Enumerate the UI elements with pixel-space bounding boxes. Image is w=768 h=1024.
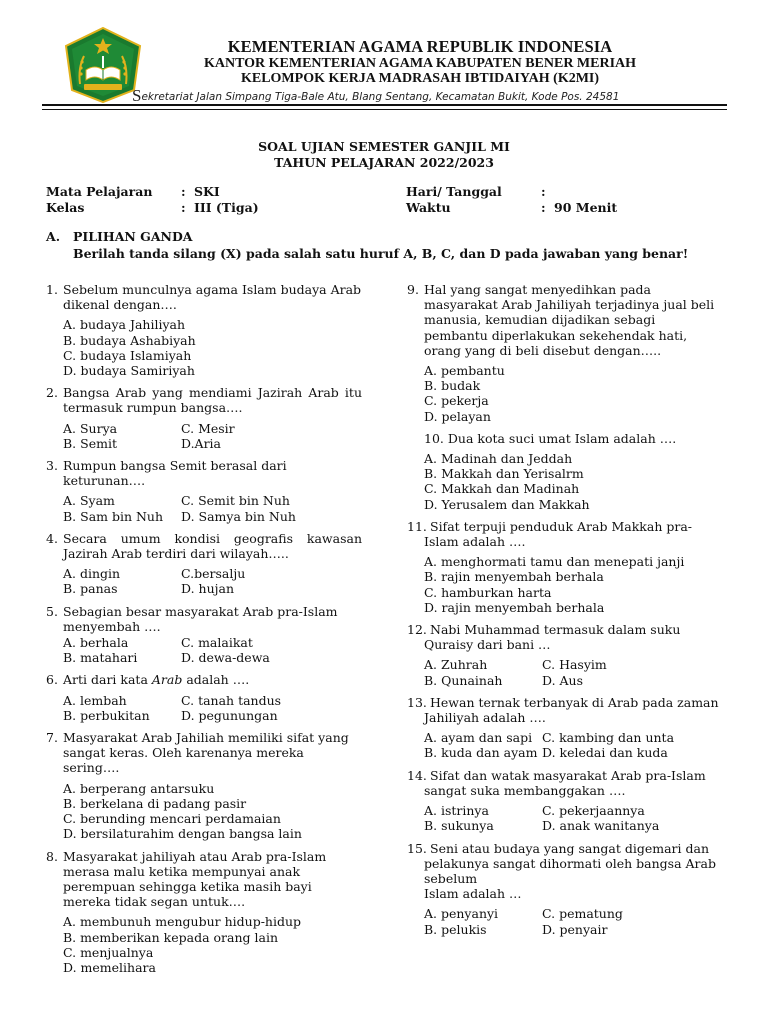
- question-8: [46, 849, 362, 976]
- option-c[interactable]: C. budaya Islamiyah: [63, 347, 192, 363]
- letterhead: [140, 38, 700, 86]
- option-a[interactable]: A. lembah: [63, 692, 127, 708]
- option-c[interactable]: C.bersalju: [181, 566, 246, 582]
- question-number: 10.: [424, 430, 444, 446]
- question-text-continued: Islam adalah …: [424, 886, 522, 902]
- ministry-name: KEMENTERIAN AGAMA REPUBLIK INDONESIA: [227, 37, 613, 56]
- option-c[interactable]: C. Makkah dan Madinah: [424, 481, 580, 497]
- question-column-left: [46, 282, 362, 982]
- option-a[interactable]: A. menghormati tamu dan menepati janji: [424, 554, 685, 570]
- time-colon: :: [541, 200, 546, 215]
- option-a[interactable]: A. dingin: [63, 566, 121, 582]
- question-15: [407, 841, 723, 937]
- option-c[interactable]: C. malaikat: [181, 635, 253, 651]
- working-group-name: KELOMPOK KERJA MADRASAH IBTIDAIYAH (K2MI): [240, 71, 600, 86]
- question-number: 5.: [46, 603, 58, 619]
- option-c[interactable]: C. Mesir: [181, 420, 235, 436]
- question-3: [46, 458, 362, 524]
- question-number: 7.: [46, 730, 58, 746]
- option-a[interactable]: A. Syam: [63, 493, 115, 509]
- question-6: [46, 672, 362, 723]
- question-number: 9.: [407, 282, 419, 297]
- question-12: [407, 622, 723, 688]
- question-number: 15.: [407, 840, 427, 856]
- option-d[interactable]: D. memelihara: [63, 959, 156, 975]
- question-7: [46, 730, 362, 841]
- option-d[interactable]: D. rajin menyembah berhala: [424, 599, 605, 615]
- option-c[interactable]: C. berunding mencari perdamaian: [63, 811, 281, 827]
- question-text: Sebelum munculnya agama Islam budaya Arab dikenal dengan….: [63, 282, 362, 313]
- date-label: Hari/ Tanggal: [406, 184, 502, 199]
- option-d[interactable]: D. budaya Samiriyah: [63, 363, 195, 379]
- option-b[interactable]: B. rajin menyembah berhala: [424, 569, 604, 585]
- question-11: [407, 519, 723, 615]
- academic-year: TAHUN PELAJARAN 2022/2023: [274, 155, 494, 170]
- option-c[interactable]: C. menjualnya: [63, 944, 154, 960]
- option-b[interactable]: B. kuda dan ayam: [424, 745, 538, 761]
- option-b[interactable]: B. budak: [424, 378, 481, 394]
- subject-value: SKI: [194, 184, 220, 199]
- option-a[interactable]: A. istrinya: [424, 803, 489, 819]
- question-text: Nabi Muhammad termasuk dalam suku Quraisy dari bani …: [424, 622, 681, 653]
- question-5: [46, 604, 362, 666]
- question-text: Hewan ternak terbanyak di Arab pada zaman Jahiliyah adalah ….: [424, 694, 719, 726]
- option-a[interactable]: A. Madinah dan Jeddah: [424, 451, 573, 467]
- office-name: KANTOR KEMENTERIAN AGAMA KABUPATEN BENER MERIAH: [203, 56, 637, 71]
- question-4: [46, 531, 362, 597]
- section-letter: A.: [46, 229, 61, 244]
- address-initial: S: [132, 86, 142, 105]
- option-a[interactable]: A. pembantu: [424, 363, 505, 379]
- option-a[interactable]: A. membunuh mengubur hidup-hidup: [63, 914, 302, 930]
- option-d[interactable]: D. keledai dan kuda: [542, 745, 668, 761]
- option-c[interactable]: C. pematung: [542, 906, 623, 922]
- question-13: [407, 695, 723, 761]
- option-b[interactable]: B. berkelana di padang pasir: [63, 795, 247, 811]
- question-number: 14.: [407, 767, 427, 783]
- option-a[interactable]: A. Surya: [63, 420, 118, 436]
- exam-title: SOAL UJIAN SEMESTER GANJIL MI: [258, 139, 510, 154]
- option-d[interactable]: D. anak wanitanya: [542, 818, 660, 834]
- option-d[interactable]: D. Yerusalem dan Makkah: [424, 496, 590, 512]
- question-number: 4.: [46, 530, 58, 546]
- option-b[interactable]: B. Makkah dan Yerisalrm: [424, 466, 584, 482]
- question-text-italic: Arab: [151, 672, 183, 688]
- option-b[interactable]: B. sukunya: [424, 818, 494, 834]
- option-b[interactable]: B. memberikan kepada orang lain: [63, 929, 278, 945]
- option-a[interactable]: A. berperang antarsuku: [63, 780, 215, 796]
- option-b[interactable]: B. budaya Ashabiyah: [63, 332, 196, 348]
- question-number: 3.: [46, 458, 58, 474]
- class-value: III (Tiga): [194, 200, 259, 215]
- option-b[interactable]: B. pelukis: [424, 921, 487, 937]
- option-a[interactable]: A. berhala: [63, 635, 129, 651]
- option-d[interactable]: D. Samya bin Nuh: [181, 508, 296, 524]
- question-text: Hal yang sangat menyedihkan pada masyarakat Arab Jahiliyah terjadinya jual beli manusia, kemudian dijadikan sebagi pembantu diperlakukan sekehendak hati, orang yang di beli disebut dengan…..: [424, 282, 715, 358]
- option-d[interactable]: D. dewa-dewa: [181, 650, 270, 666]
- option-b[interactable]: B. perbukitan: [63, 707, 150, 723]
- option-c[interactable]: C. pekerjaannya: [542, 803, 645, 819]
- option-b[interactable]: B. Sam bin Nuh: [63, 508, 164, 524]
- question-text-before: Arti dari kata: [63, 672, 152, 688]
- section-instruction: Berilah tanda silang (X) pada salah satu huruf A, B, C, dan D pada jawaban yang benar!: [73, 246, 689, 261]
- question-text-after: adalah ….: [182, 672, 250, 688]
- question-text: Dua kota suci umat Islam adalah ….: [447, 430, 677, 446]
- question-text: Secara umum kondisi geografis kawasan Jazirah Arab terdiri dari wilayah…..: [63, 530, 362, 562]
- option-a[interactable]: A. budaya Jahiliyah: [63, 317, 186, 333]
- question-text: Masyarakat Arab Jahiliah memiliki sifat yang sangat keras. Oleh karenanya mereka sering….: [63, 730, 349, 776]
- option-b[interactable]: B. matahari: [63, 650, 138, 666]
- question-text: Sifat terpuji penduduk Arab Makkah pra-Islam adalah ….: [424, 518, 692, 550]
- class-label: Kelas: [46, 200, 85, 215]
- option-c[interactable]: C. Semit bin Nuh: [181, 493, 290, 509]
- question-text: Rumpun bangsa Semit berasal dari keturunan….: [63, 458, 287, 489]
- option-b[interactable]: B. Qunainah: [424, 672, 503, 688]
- option-a[interactable]: A. Zuhrah: [424, 657, 488, 673]
- question-2: [46, 385, 362, 451]
- option-c[interactable]: C. Hasyim: [542, 657, 607, 673]
- question-number: 2.: [46, 385, 58, 401]
- section-name: PILIHAN GANDA: [73, 229, 193, 244]
- question-number: 6.: [46, 672, 58, 688]
- option-b[interactable]: B. panas: [63, 581, 118, 597]
- time-label: Waktu: [406, 200, 451, 215]
- letterhead-rule-thick: [42, 104, 727, 106]
- option-c[interactable]: C. kambing dan unta: [542, 730, 675, 746]
- subject-colon: :: [181, 184, 186, 199]
- question-text: Sebagian besar masyarakat Arab pra-Islam menyembah ….: [63, 603, 338, 634]
- option-d[interactable]: D. penyair: [542, 921, 608, 937]
- option-b[interactable]: B. Semit: [63, 435, 117, 451]
- question-1: [46, 282, 362, 378]
- option-c[interactable]: C. tanah tandus: [181, 692, 282, 708]
- question-number: 11.: [407, 518, 427, 534]
- option-d[interactable]: D. hujan: [181, 581, 235, 597]
- time-value: 90 Menit: [554, 200, 618, 215]
- option-d[interactable]: D. Aus: [542, 672, 584, 688]
- question-text: Bangsa Arab yang mendiami Jazirah Arab itu termasuk rumpun bangsa….: [63, 385, 362, 416]
- question-9: [407, 282, 723, 424]
- option-a[interactable]: A. ayam dan sapi: [424, 730, 533, 746]
- address-text: ekretariat Jalan Simpang Tiga-Bale Atu, Blang Sentang, Kecamatan Bukit, Kode Pos. 24581: [141, 91, 620, 103]
- secretariat-address: [132, 86, 619, 106]
- question-text: Seni atau budaya yang sangat digemari dan pelakunya sangat dihormati oleh bangsa Arab sebelum: [424, 840, 716, 886]
- option-d[interactable]: D. pegunungan: [181, 707, 278, 723]
- question-text: Sifat dan watak masyarakat Arab pra-Islam sangat suka membanggakan ….: [424, 767, 706, 798]
- letterhead-rule-thin: [42, 109, 727, 110]
- question-column-right: [407, 282, 723, 944]
- question-10: [407, 431, 723, 512]
- option-c[interactable]: C. pekerja: [424, 393, 489, 409]
- option-c[interactable]: C. hamburkan harta: [424, 584, 552, 600]
- date-colon: :: [541, 184, 546, 199]
- question-14: [407, 768, 723, 834]
- option-d[interactable]: D. bersilaturahim dengan bangsa lain: [63, 826, 302, 842]
- question-number: 12.: [407, 622, 427, 638]
- option-d[interactable]: D.Aria: [181, 435, 222, 451]
- option-d[interactable]: D. pelayan: [424, 408, 491, 424]
- question-number: 8.: [46, 848, 58, 864]
- subject-label: Mata Pelajaran: [46, 184, 153, 199]
- question-number: 13.: [407, 694, 427, 710]
- question-number: 1.: [46, 282, 58, 297]
- option-a[interactable]: A. penyanyi: [424, 906, 499, 922]
- question-text: Masyarakat jahiliyah atau Arab pra-Islam merasa malu ketika mempunyai anak perempuan sehingga ketika masih bayi mereka tidak segan untuk….: [63, 848, 327, 910]
- class-colon: :: [181, 200, 186, 215]
